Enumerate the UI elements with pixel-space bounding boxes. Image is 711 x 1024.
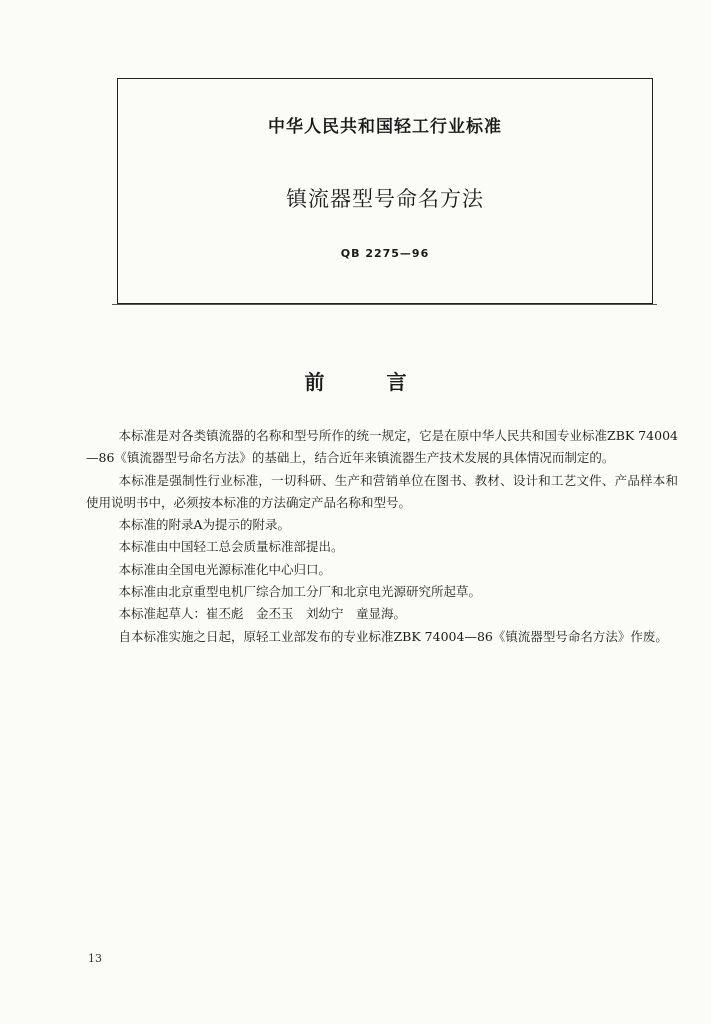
foreword-heading-left: 前 [304, 370, 325, 394]
issuing-organization: 中华人民共和国轻工行业标准 [268, 117, 502, 137]
paragraph: 本标准的附录A为提示的附录。 [118, 517, 291, 533]
paragraph: 本标准起草人：崔丕彪 金丕玉 刘幼宁 童显海。 [118, 606, 407, 622]
title-box [117, 78, 653, 304]
paragraph: 本标准是对各类镇流器的名称和型号所作的统一规定，它是在原中华人民共和国专业标准ZBK 74004—86《镇流器型号命名方法》的基础上，结合近年来镇流器生产技术发展的具体情况而制定的。 [86, 428, 678, 466]
page-number: 13 [88, 952, 102, 965]
standard-code: QB 2275—96 [340, 247, 430, 260]
foreword-body [86, 425, 678, 648]
title-box-underline [112, 304, 657, 305]
paragraph: 本标准由全国电光源标准化中心归口。 [118, 561, 332, 577]
paragraph: 自本标准实施之日起，原轻工业部发布的专业标准ZBK 74004—86《镇流器型号命名方法》作废。 [118, 628, 668, 644]
paragraph: 本标准由中国轻工总会质量标准部提出。 [118, 539, 344, 555]
paragraph: 本标准是强制性行业标准，一切科研、生产和营销单位在图书、教材、设计和工艺文件、产品样本和使用说明书中，必须按本标准的方法确定产品名称和型号。 [86, 472, 678, 510]
document-title: 镇流器型号命名方法 [286, 187, 484, 211]
paragraph: 本标准由北京重型电机厂综合加工分厂和北京电光源研究所起草。 [118, 584, 482, 600]
foreword-heading-right: 言 [386, 370, 407, 394]
foreword-heading [0, 366, 711, 395]
